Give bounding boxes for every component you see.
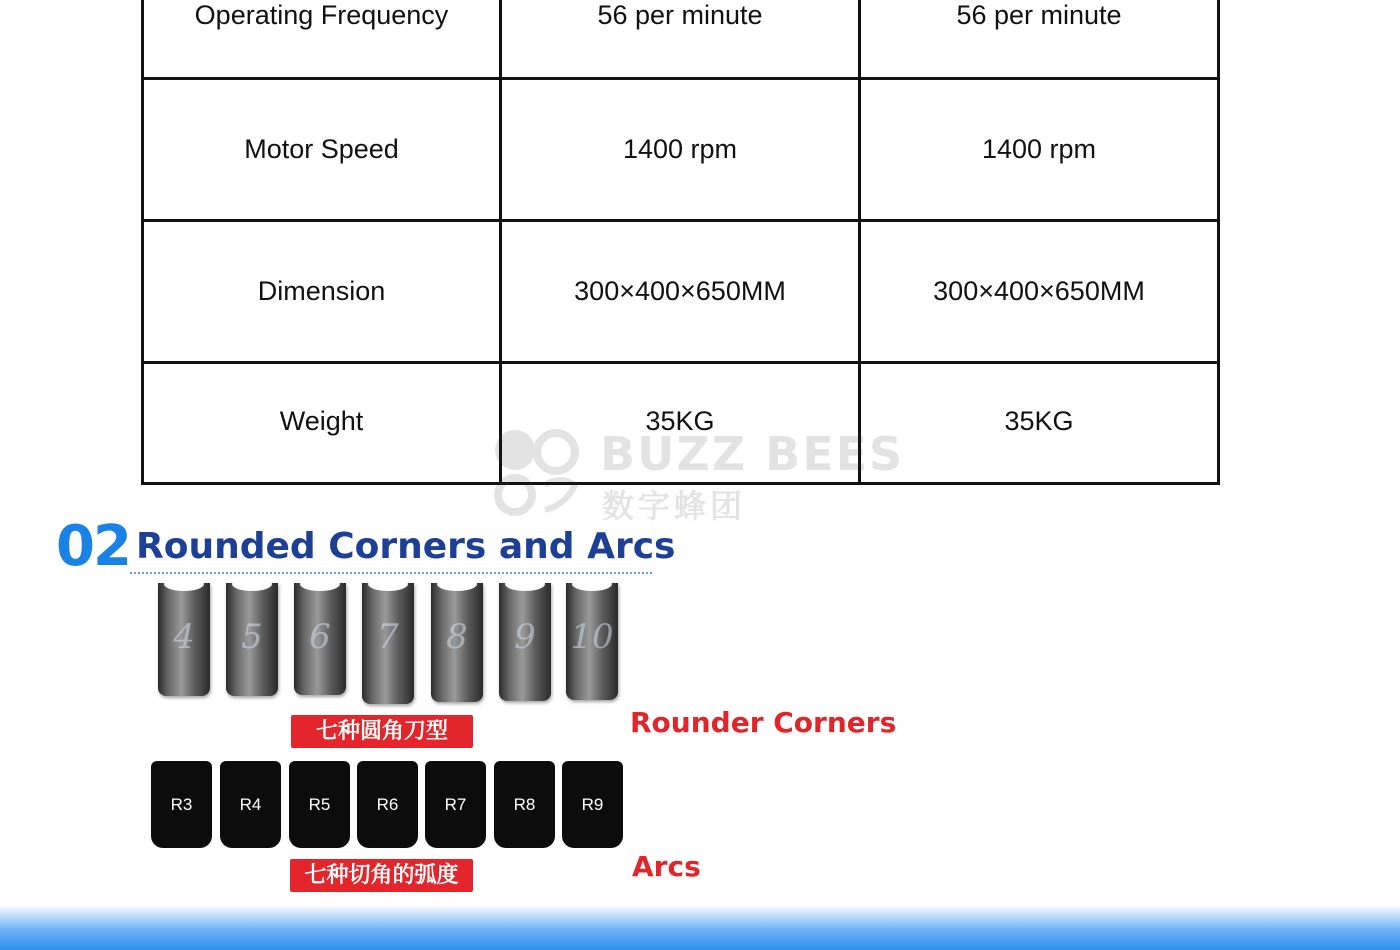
spec-value: 300×400×650MM [933,276,1145,306]
spec-value-cell [501,79,860,221]
spec-value-cell [501,0,860,79]
arcs-caption: Arcs [632,850,701,883]
blade-image [566,583,618,700]
spec-value-cell [860,0,1219,79]
spec-label-cell [143,0,501,79]
spec-label-cell [143,221,501,363]
spec-label-cell [143,363,501,484]
table-row [143,221,1219,363]
blade-image [362,583,414,704]
watermark-brand: BUZZ BEES [600,427,905,481]
spec-label: Motor Speed [244,134,399,164]
arc-blocks [151,761,623,849]
table-row [143,0,1219,79]
table-row [143,363,1219,484]
spec-value: 56 per minute [597,0,763,30]
blade-image [158,583,210,696]
arc-block: R7 [425,761,486,848]
spec-table [141,0,1220,485]
rounder-corners-caption: Rounder Corners [630,706,897,739]
blade-mark: 9 [514,617,536,657]
spec-value: 56 per minute [956,0,1122,30]
spec-value-cell [860,363,1219,484]
arcs-tag: 七种切角的弧度 [290,859,473,892]
blade-image [226,583,278,696]
blade-mark: 6 [309,617,331,657]
spec-label-cell [143,79,501,221]
spec-value: 1400 rpm [622,134,738,164]
arc-block: R8 [494,761,555,848]
table-row [143,79,1219,221]
spec-value-cell [860,79,1219,221]
blade-image [431,583,483,702]
blade-mark: 10 [570,617,614,657]
section-underline [130,572,652,574]
blade-image [499,583,551,701]
arc-block: R6 [357,761,418,848]
blade-mark: 5 [241,617,263,657]
arc-block: R5 [289,761,350,848]
footer-bar [0,905,1400,950]
spec-value: 35KG [1004,405,1074,436]
blade-mark: 8 [446,617,468,657]
watermark-subtitle: 数字蜂团 [602,487,747,525]
spec-label: Dimension [257,276,386,306]
spec-value-cell [501,363,860,484]
section-number: 02 [56,514,130,579]
arc-block: R4 [220,761,281,848]
rounded-corner-blades [156,583,621,705]
spec-value: 1400 rpm [981,134,1097,164]
blade-mark: 7 [377,617,399,657]
spec-value-cell [501,221,860,363]
section-title: Rounded Corners and Arcs [136,526,676,567]
spec-value-cell [860,221,1219,363]
arc-block: R9 [562,761,623,848]
spec-label: Operating Frequency [194,0,449,30]
spec-label: Weight [279,405,364,436]
blade-mark: 4 [173,617,195,657]
rounded-corners-tag: 七种圆角刀型 [291,715,473,748]
arc-block: R3 [151,761,212,848]
spec-value: 300×400×650MM [574,276,786,306]
blade-image [294,583,346,695]
spec-value: 35KG [645,405,715,436]
